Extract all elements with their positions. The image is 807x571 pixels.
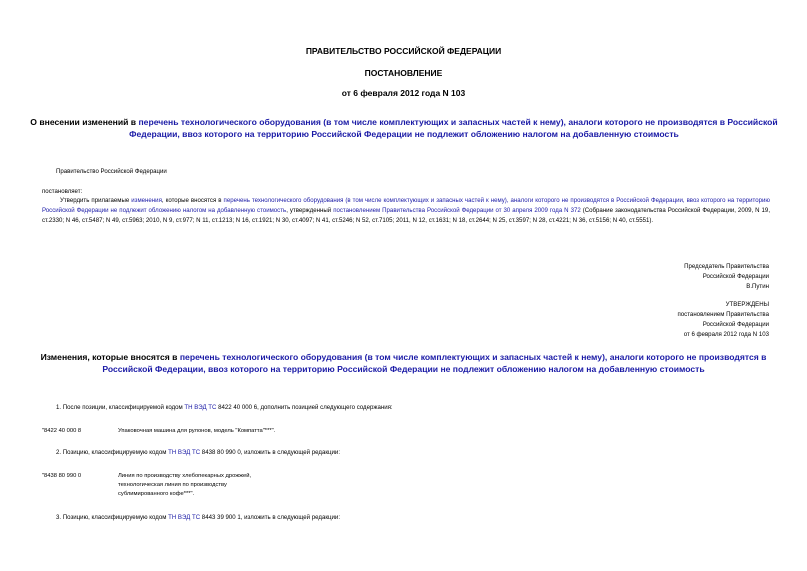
approved-date: от 6 февраля 2012 года N 103 [683, 331, 769, 338]
item-2 [56, 448, 340, 458]
item-2-text-a: 2. Позицию, классифицируемую кодом [56, 449, 169, 456]
row-2-code: "8438 80 990 0 [42, 473, 82, 479]
item-3 [56, 513, 340, 523]
title-prefix: О внесении изменений в [30, 117, 139, 127]
signature-country: Российской Федерации [702, 273, 769, 280]
changes-list-link[interactable]: перечень технологического оборудования (в том числе комплектующих и запасных частей к нему), аналоги которого не производятся в Российской Федерации, ввоз которого на территорию Российской Федерации не подлежит обложению налогом на добавленную стоимость [102, 352, 767, 374]
item-1-text-b: 8422 40 000 6, дополнить позицией следующего содержания: [216, 404, 393, 411]
document-title [24, 116, 784, 140]
row-2-desc-line-3: сублимированного кофе***". [118, 491, 195, 497]
row-2-desc-line-2: технологическая линия по производству [118, 482, 227, 488]
item-1-text-a: 1. После позиции, классифицируемой кодом [56, 404, 185, 411]
changes-link[interactable]: изменения [131, 197, 162, 204]
document-type: ПОСТАНОВЛЕНИЕ [364, 68, 443, 78]
para-text-2: , которые вносятся в [161, 197, 224, 204]
approved-label: УТВЕРЖДЕНЫ [725, 301, 769, 308]
item-1 [56, 403, 393, 413]
item-3-text-b: 8443 39 900 1, изложить в следующей редакции: [200, 514, 341, 521]
government-heading: ПРАВИТЕЛЬСТВО РОССИЙСКОЙ ФЕДЕРАЦИИ [305, 46, 502, 56]
equipment-list-link[interactable]: перечень технологического оборудования (в том числе комплектующих и запасных частей к нему), аналоги которого не производятся в Российской Федерации, ввоз которого на территорию Российской Федерации не подлежит обложению налогом на добавленную стоимость [42, 197, 770, 214]
item-1-tnved-link[interactable]: ТН ВЭД ТС [184, 404, 217, 411]
document-date: от 6 февраля 2012 года N 103 [341, 88, 466, 98]
changes-prefix: Изменения, которые вносятся в [40, 352, 180, 362]
para-text-4: (Собрание законодательства Российской Федерации, 2009, N 19, ст.2330; N 46, ст.5487; N 49, ст.5963; 2010, N 9, ст.977; N 11, ст.1213; N 16, ст.1921; N 30, ст.4097; N 41, ст.5246; N 52, ст.7105; 2011, N 12, ст.1631; N 18, ст.2644; N 25, ст.3597; N 28, ст.4221; N 36, ст.5156; N 40, ст.5551). [42, 207, 771, 224]
item-2-tnved-link[interactable]: ТН ВЭД ТС [168, 449, 201, 456]
para-text-1: Утвердить прилагаемые [60, 197, 132, 204]
approval-block [677, 300, 769, 340]
row-1-code: "8422 40 000 8 [42, 428, 82, 434]
resolution-372-link[interactable]: постановлением Правительства Российской Федерации от 30 апреля 2009 года N 372 [333, 207, 581, 214]
signature-name: В.Путин [746, 283, 769, 290]
decrees-word: постановляет: [42, 188, 83, 195]
row-1-description: Упаковочная машина для рулонов, модель "Компатта"***". [118, 428, 276, 434]
approved-by: постановлением Правительства [677, 311, 769, 318]
approved-country: Российской Федерации [702, 321, 769, 328]
row-2-description [118, 472, 251, 499]
item-3-text-a: 3. Позицию, классифицируемую кодом [56, 514, 169, 521]
title-list-link[interactable]: перечень технологического оборудования (в том числе комплектующих и запасных частей к нему), аналоги которого не производятся в Российской Федерации, ввоз которого на территорию Российской Федерации не подлежит обложению налогом на добавленную стоимость [129, 117, 778, 139]
item-3-tnved-link[interactable]: ТН ВЭД ТС [168, 514, 201, 521]
signature-position: Председатель Правительства [684, 263, 769, 270]
row-2-desc-line-1: Линия по производству хлебопекарных дрожжей, [118, 473, 252, 479]
para-text-3: , утвержденный [286, 207, 334, 214]
issuer: Правительство Российской Федерации [56, 168, 167, 175]
changes-heading [30, 351, 777, 375]
decree-paragraph [42, 196, 770, 226]
item-2-text-b: 8438 80 990 0, изложить в следующей редакции: [200, 449, 341, 456]
signature-block [684, 262, 769, 292]
